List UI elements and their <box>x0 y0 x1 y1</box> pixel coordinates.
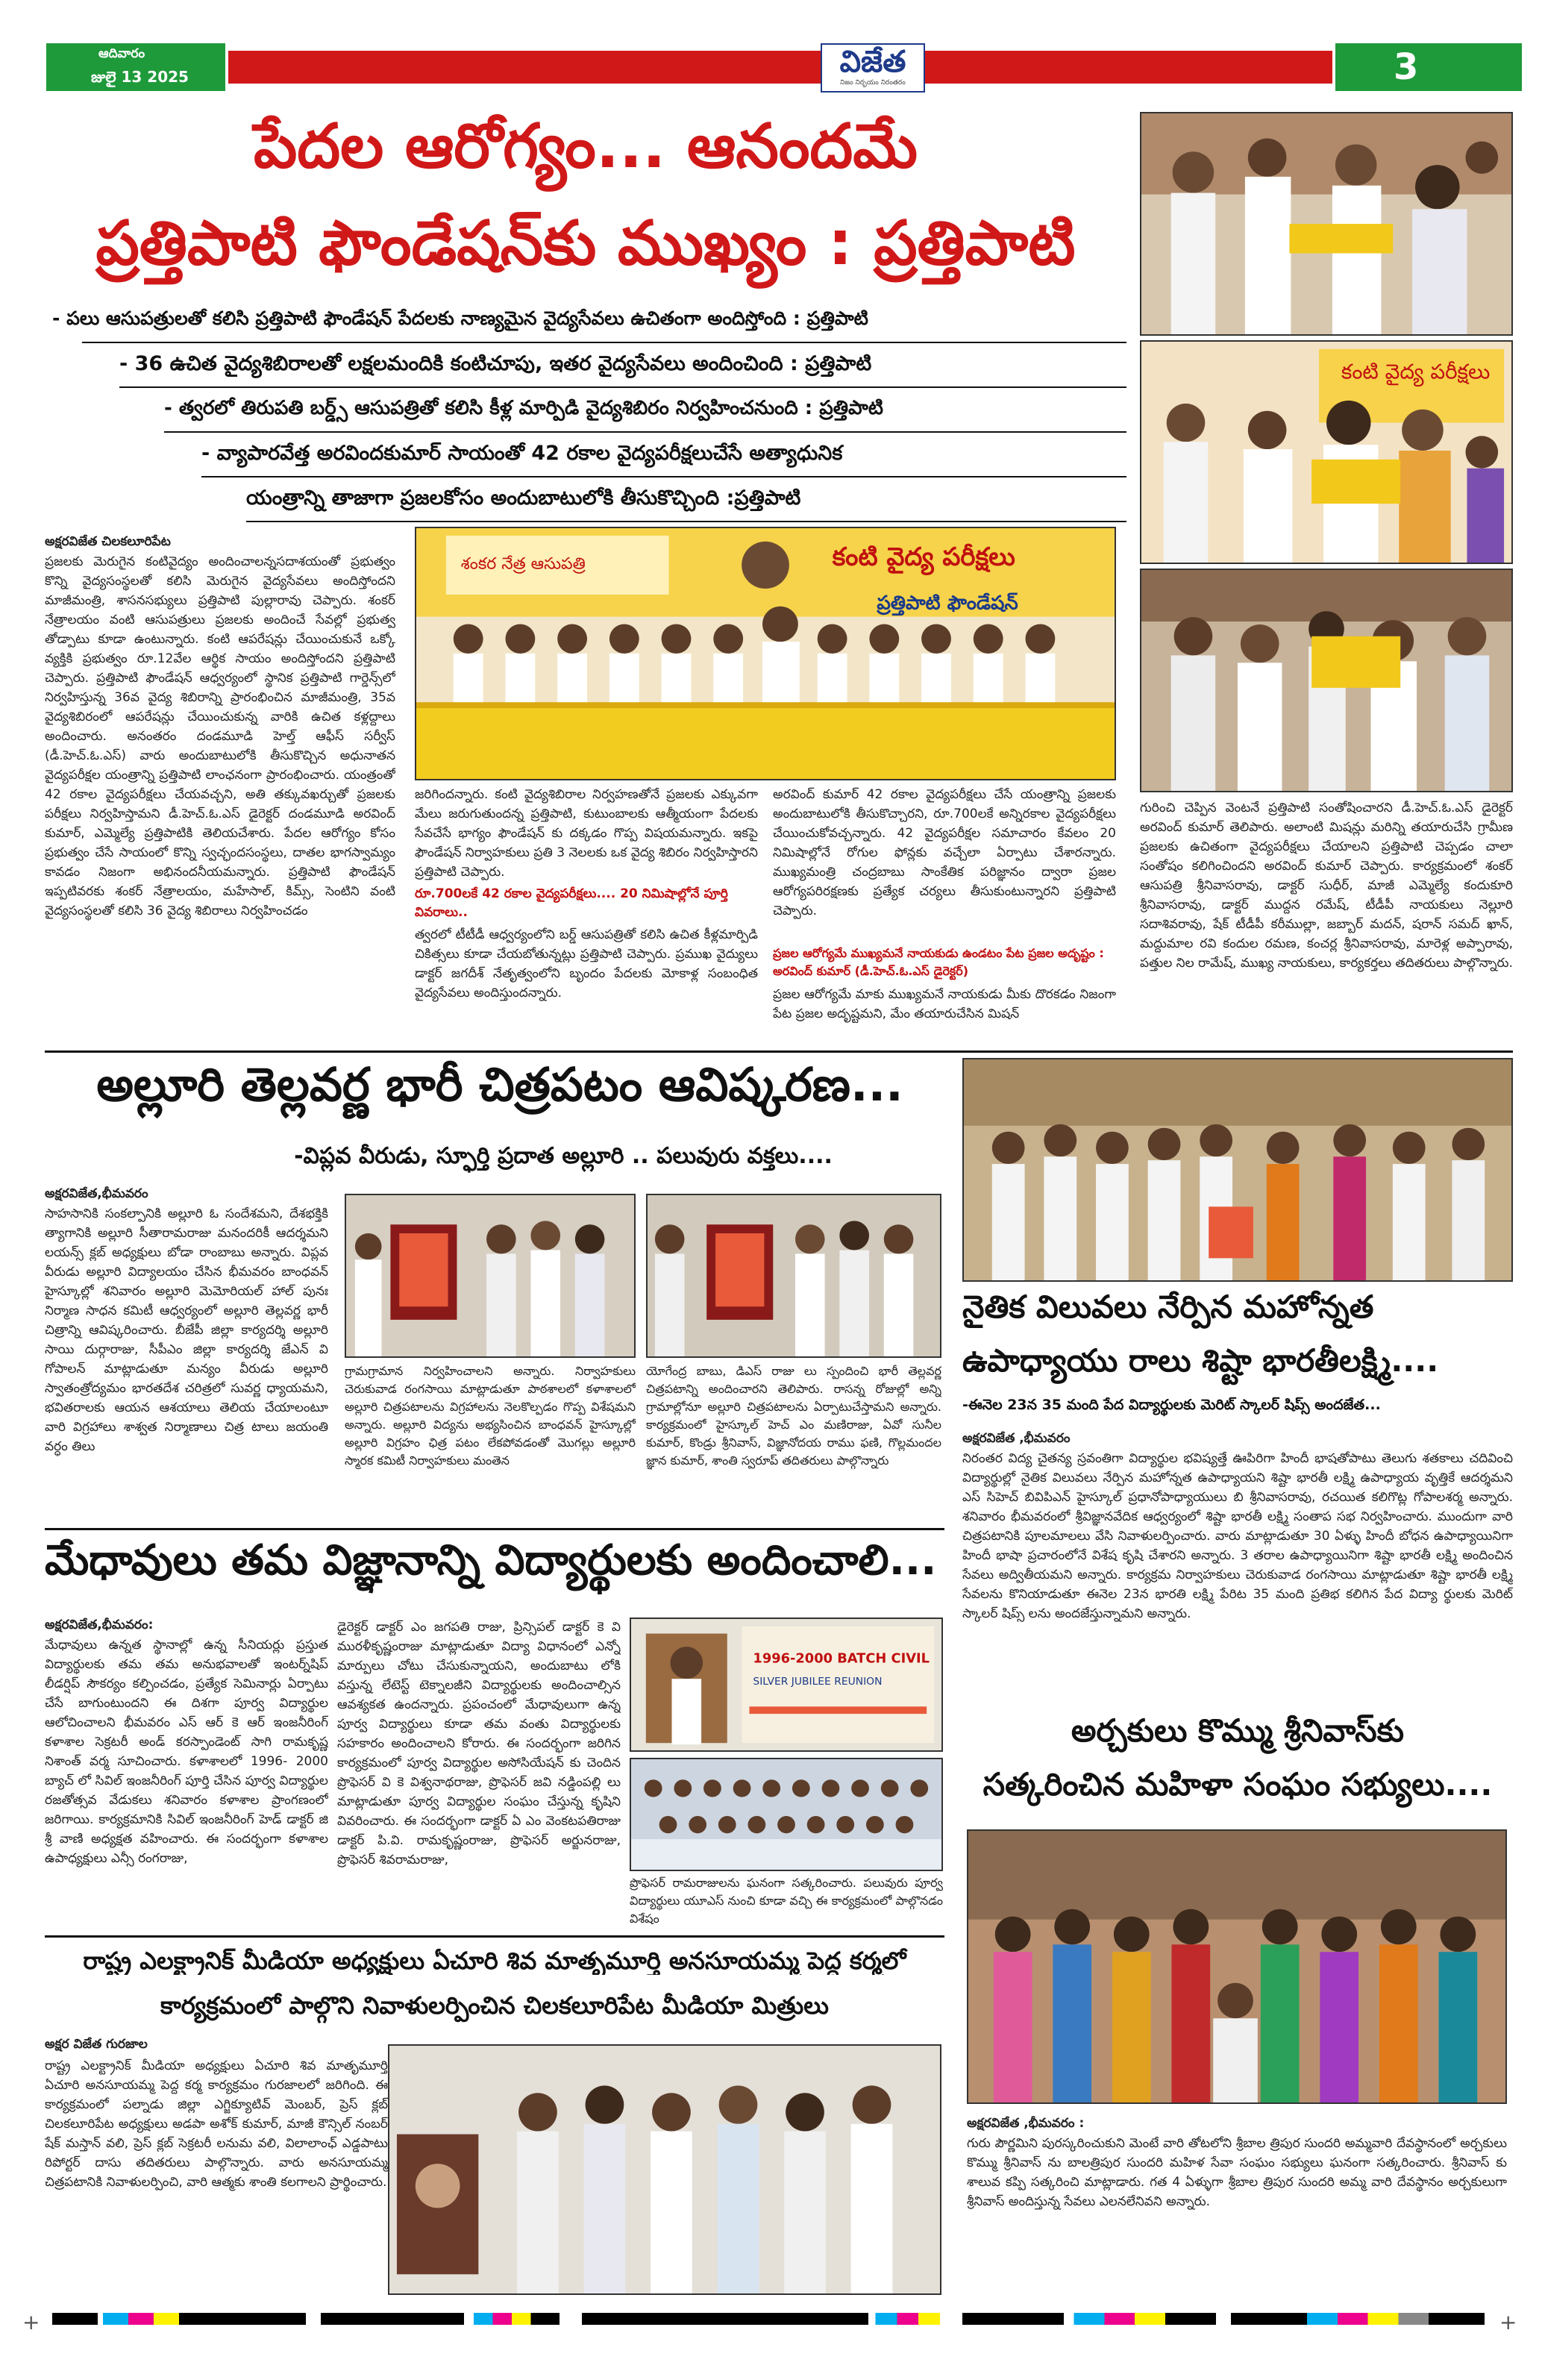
story5-col1: నిరంతర విద్య చైతన్య స్రవంతిగా విద్యార్థుల భవిష్యత్తే ఊపిరిగా హిందీ భాషతోపాటు తెలుగు శతకాలు చదివించి విద్యార్థుల్లో నైతిక విలువలు నేర్పిన మహోన్నత ఉపాధ్యాయని శిష్టా భారతీ లక్ష్మి ఉపాధ్యాయ వృత్తికే ఆదర్శమని ఎస్ సిహెచ్ బివిపిఎన్ హైస్కూల్ ప్రధానోపాధ్యాయులు బి శ్రీనివాసరావు, రచయిత కలిగొట్ల గోపాలశర్మ అన్నారు. శనివారం భీమవరంలో శ్రీవిజ్ఞానవేదిక ఆధ్వర్యంలో శిష్టా భారతీ లక్ష్మి సంతాప సభ నిర్వహించారు. ముందుగా వారి చిత్రపటానికి పూలమాలలు వేసి నివాళులర్పించారు. వారు మాట్లాడుతూ 30 ఏళ్ళు హిందీ బోధన ఉపాధ్యాయినిగా హిందీ భాషా ప్రచారంలోనే విశేష కృషి చేశారని అన్నారు. 3 తరాల ఉపాధ్యాయినిగా శిష్టా భారతీ లక్ష్మి అందించిన సేవలు అద్వితీయమని అన్నారు. కార్యక్రమ నిర్వాహకులు చెరుకువాడ రంగసాయి మాట్లాడుతూ శిష్టా భారతీ లక్ష్మి సేవలను కొనియాడుతూ ఈనెల 23న భారతి లక్ష్మి పేరిట 35 మంది ప్రతిభ కలిగిన పేద విద్యా ర్థులకు మెరిట్ స్కాలర్ షిప్స్ లను అందజేస్తున్నామని అన్నారు. <box>962 1451 1513 1621</box>
story1-col2-highlight: రూ.700లకే 42 రకాల వైద్యపరీక్షలు.... 20 నిమిషాల్లోనే పూర్తి వివరాలు.. <box>415 886 728 920</box>
story1-bullet-4: - వ్యాపారవేత్త అరవిందకుమార్ సాయంతో 42 రకాల వైద్యపరీక్షలుచేసే అత్యాధునిక <box>201 442 843 465</box>
story1-col3-b: ప్రజల ఆరోగ్యమే మాకు ముఖ్యమనే నాయకుడు మీకు దొరకడం నిజంగా పేట ప్రజల అదృష్టమని, మేం తయారుచేసిన మిషన్ <box>773 987 1116 1021</box>
story1-rule-5 <box>246 521 1126 522</box>
story6-photo <box>967 1829 1507 2104</box>
story1-photo-felicitation-3 <box>1140 569 1513 792</box>
shankar-banner-text: శంకర నేత్ర ఆసుపత్రి <box>460 554 586 574</box>
story5-headline-1: నైతిక విలువలు నేర్పిన మహోన్నత <box>962 1288 1374 1325</box>
story1-bullet-1: - పలు ఆసుపత్రులతో కలిసి ప్రత్తిపాటి ఫౌండేషన్ పేదలకు నాణ్యమైన వైద్యసేవలు ఉచితంగా అందిస్తోంది : ప్రత్తిపాటి <box>52 307 868 329</box>
story6-byline: అక్షరవిజేత ,భీమవరం : <box>967 2116 1085 2131</box>
story3-col1: మేధావులు ఉన్నత స్థానాల్లో ఉన్న సీనియర్లు ప్రస్తుత విద్యార్థులకు తమ తమ అనుభవాలతో ఇంటర్న్‌షిప్ లీడర్షిప్ సౌకర్యం కల్పించడం, ప్రత్యేక సెమినార్లు ఏర్పాటు చేసే బాగుంటుందని ఈ దిశగా పూర్వ విద్యార్థుల ఆలోచించాలని భీమవరం ఎస్ ఆర్ కె ఆర్ ఇంజనీరింగ్ కళాశాల సెక్రటరీ అండ్ కరస్పాండెంట్ సాగి రామకృష్ణ నిశాంత్ వర్మ సూచించారు. కళాశాలలో 1996- 2000 బ్యాచ్ లో సివిల్ ఇంజనీరింగ్ పూర్తి చేసిన పూర్వ విద్యార్థుల రజతోత్సవ వేడుకలు శనివారం కళాశాల ప్రాంగణంలో జరిగాయి. కార్యక్రమానికి సివిల్ ఇంజనీరింగ్ హెడ్ డాక్టర్ జి శ్రీ వాణి అధ్యక్షత వహించారు. ఈ సందర్భంగా కళాశాల ఉపాధ్యక్షులు ఎన్సీ రంగరాజు, <box>45 1638 328 1866</box>
reunion-banner-line1: 1996-2000 BATCH CIVIL <box>753 1651 930 1667</box>
section-divider-3 <box>45 1935 944 1938</box>
story4-byline: అక్షర విజేత గురజాల <box>45 2037 148 2052</box>
story2-subhead: -విప్లవ వీరుడు, స్ఫూర్తి ప్రదాత అల్లూరి .. పలువురు వక్తలు.... <box>294 1143 833 1169</box>
story1-col3: అరవింద్ కుమార్ 42 రకాల వైద్యపరీక్షలు చేసే యంత్రాన్ని ప్రజలకు అందుబాటులోకి తీసుకొచ్చారని, రూ.700లకే అన్నిరకాల వైద్యపరీక్షలు చేయించుకోవచ్చన్నారు. 42 వైద్యపరీక్షల సమాచారం కేవలం 20 నిమిషాల్లోనే రోగుల ఫోన్లకు వచ్చేలా ఏర్పాటు చేశారన్నారు. ముఖ్యమంత్రి చంద్రబాబు సాంకేతిక పరిజ్ఞానం ద్వారా ప్రజల ఆరోగ్యపరిరక్షణకు ప్రత్యేక చర్యలు తీసుకుంటున్నారని ప్రత్తిపాటి చెప్పారు. <box>773 787 1116 918</box>
story6-headline-1: అర్చకులు కొమ్ము శ్రీనివాస్‌కు <box>1071 1712 1405 1749</box>
story4-col1: రాష్ట్ర ఎలక్ట్రానిక్ మీడియా అధ్యక్షులు ఏచూరి శివ మాతృమూర్తి ఏచూరి అనసూయమ్మ పెద్ద కర్మ కార్యక్రమం గురజాలలో జరిగింది. ఈ కార్యక్రమంలో పల్నాడు జిల్లా ఎగ్జిక్యూటివ్ మెంబర్, ప్రెస్ క్లబ్ చిలకలూరిపేట అధ్యక్షులు అడపా అశోక్ కుమార్, మాజీ కౌన్సిల్ నంబర్ షేక్ మస్తాన్ వలి, ప్రెస్ క్లబ్ సెక్రటరీ లనుమ వలి, విలాలాంఛ్ ఎడ్డపాటు రిపోర్టర్ దాసు తదితరులు పాల్గొన్నారు. వారు అనసూయమ్మ చిత్రపటానికి నివాళులర్పించి, వారి ఆత్మకు శాంతి కలగాలని ప్రార్థించారు. <box>45 2058 388 2190</box>
logo-text: విజేత <box>839 45 906 79</box>
crop-mark-left: + <box>22 2310 40 2334</box>
story1-main-photo <box>415 527 1116 780</box>
story1-rule-2 <box>119 386 1126 388</box>
story1-photo-felicitation-1 <box>1140 112 1513 336</box>
story5-subhead: -ఈనెల 23న 35 మంది పేద విద్యార్థులకు మెరిట్ స్కాలర్ షిప్స్ అందజేత... <box>962 1397 1381 1413</box>
story2-headline: అల్లూరి తెల్లవర్ణ భారీ చిత్రపటం ఆవిష్కరణ... <box>96 1057 903 1112</box>
section-divider-2 <box>45 1528 944 1530</box>
story4-photo <box>388 2044 941 2295</box>
story6-col1: గురు పౌర్ణమిని పురస్కరించుకుని మెంటే వారి తోటలోని శ్రీబాల త్రిపుర సుందరి అమ్మవారి దేవస్థానంలో అర్చకులు కొమ్ము శ్రీనివాస్ ను బాలత్రిపుర సుందరి మహిళ సేవా సంఘం సభ్యులు ఘనంగా సత్కరించారు. శ్రీనివాస్ కు శాలువ కప్పి సత్కరించి మాట్లాడారు. గత 4 ఏళ్ళుగా శ్రీబాల త్రిపుర సుందరి అమ్మ వారి దేవస్థానం అర్చకులుగా శ్రీనివాస్ అందిస్తున్న సేవలు ఎలనలేనివని అన్నారు. <box>967 2136 1507 2209</box>
page-number: 3 <box>1394 46 1419 88</box>
color-bar-2 <box>321 2313 560 2325</box>
story3-photo-2 <box>630 1758 943 1871</box>
story1-col2: జరిగిందన్నారు. కంటి వైద్యశిబిరాల నిర్వహణతోనే ప్రజలకు ఎక్కువగా మేలు జరుగుతుందన్న ప్రత్తిపాటి, కుటుంబాలకు ఆత్మీయంగా పేదలకు సేవచేసే భాగ్యం ఫౌండేషన్ కు దక్కడం గొప్ప విషయమన్నారు. ఇకపై ఫౌండేషన్ నిర్వాహకులు ప్రతి 3 నెలలకు ఒక వైద్య శిబిరం నిర్వహిస్తారని ప్రత్తిపాటి చెప్పారు. <box>415 787 758 880</box>
story3-col3: ప్రొఫెసర్ రామరాజులను ఘనంగా సత్కరించారు. పలువురు పూర్వ విద్యార్థులు యూఎస్ నుంచి కూడా వచ్చి ఈ కార్యక్రమంలో పాల్గొనడం విశేషం <box>630 1876 943 1926</box>
story1-bullet-2: - 36 ఉచిత వైద్యశిబిరాలతో లక్షలమందికి కంటిచూపు, ఇతర వైద్యసేవలు అందించింది : ప్రత్తిపాటి <box>119 352 872 375</box>
story5-headline-2: ఉపాధ్యాయు రాలు శిష్టా భారతీలక్ష్మి.... <box>962 1342 1439 1379</box>
section-divider-1 <box>45 1050 1513 1053</box>
story4-headline-2: కార్యక్రమంలో పాల్గొని నివాళులర్పించిన చిలకలూరిపేట మీడియా మిత్రులు <box>160 1991 829 2020</box>
story2-col1: సాహసానికి సంకల్పానికి అల్లూరి ఓ సందేశమని, దేశభక్తికి త్యాగానికి అల్లూరి సీతారామరాజు మనందరికీ ఆదర్శమని లయన్స్ క్లబ్ అధ్యక్షులు బోడా రాంబాబు అన్నారు. విప్లవ వీరుడు అల్లూరి విద్యాలయం చేసిన భీమవరం బాంధవన్ హైస్కూల్లో శనివారం అల్లూరి మెమోరియల్ హాల్ పునః నిర్మాణ సాధన కమిటీ ఆధ్వర్యంలో అల్లూరి తెల్లవర్ణ భారీ చిత్రాన్ని ఆవిష్కరించారు. బీజేపీ జిల్లా కార్యదర్శి అల్లూరి సాయి దుర్గారాజు, సీపీఎం జిల్లా కార్యదర్శి జేఎన్ వి గోపాలన్ మాట్లాడుతూ మన్యం వీరుడు అల్లూరి స్వాతంత్రోద్యమం భారతదేశ చరిత్రలో సువర్ణ ధ్యాయమని, భవితరాలకు ఆయన ఆశయాలు తెలియ చేయాలంటూ వారి విగ్రహాలు శాశ్వత నిర్మాణాలు చిత్ర టాలు జయంతి వర్ధం తిలు <box>45 1206 328 1454</box>
masthead-logo-box <box>821 43 925 93</box>
story5-byline: అక్షరవిజేత ,భీమవరం <box>962 1431 1071 1446</box>
story1-col3-highlight: ప్రజల ఆరోగ్యమే ముఖ్యమనే నాయకుడు ఉండటం పేట ప్రజల అదృష్టం : అరవింద్ కుమార్ (డీ.హెచ్.ఓ.ఎస్ డైరెక్టర్) <box>773 946 1104 978</box>
color-bar-3 <box>582 2313 940 2325</box>
masthead-red-band <box>228 51 1332 84</box>
color-bar-1 <box>52 2313 306 2325</box>
story6-headline-2: సత్కరించిన మహిళా సంఘం సభ్యులు.... <box>982 1766 1493 1803</box>
story3-headline: మేధావులు తమ విజ్ఞానాన్ని విద్యార్థులకు అందించాలి... <box>45 1536 937 1585</box>
kanti-banner-text-small: కంటి వైద్య పరీక్షలు <box>1341 359 1491 384</box>
story2-col3: యోగేంద్ర బాబు, డిఎస్ రాజు లు స్పందించి భారీ తెల్లవర్ణ చిత్రపటాన్ని అందించారని తెలిపారు. రాసన్న రోజుల్లో అన్ని గ్రామాల్లోనూ అల్లూరి చిత్రపటాలను ఏర్పాటుచేస్తామని అన్నారు. కార్యక్రమంలో హైస్కూల్ హెచ్ ఎం మణిరాజు, ఏవో సునీల కుమార్, కొండ్రు శ్రీనివాస్, విజ్ఞానోదయ రాము ఫణి, గొల్లమందల జ్ఞాన కుమార్, శాంతి స్వరూప్ తదితరులు పాల్గొన్నారు <box>646 1364 941 1468</box>
story2-byline: అక్షరవిజేత,భీమవరం <box>45 1186 148 1201</box>
story4-headline-1: రాష్ట్ర ఎలక్ట్రానిక్ మీడియా అధ్యక్షులు ఏచూరి శివ మాతృమూర్తి అనసూయమ్మ పెద్ద కర్మలో <box>83 1947 906 1975</box>
masthead <box>0 0 1542 97</box>
story1-headline-2: ప్రత్తిపాటి ఫౌండేషన్‌కు ముఖ్యం : ప్రత్తిపాటి <box>95 208 1076 279</box>
story3-photo-1 <box>630 1618 943 1752</box>
story2-photo-2 <box>646 1194 941 1358</box>
story1-byline: అక్షరవిజేత చిలకలూరిపేట <box>45 534 171 549</box>
foundation-banner-text: ప్రత్తిపాటి ఫౌండేషన్ <box>877 592 1018 615</box>
color-bar-5 <box>1231 2313 1485 2325</box>
story2-photo-1 <box>345 1194 636 1358</box>
logo-tagline: నిజం నిర్భయం నిరంతరం <box>840 79 906 87</box>
reunion-banner-line2: SILVER JUBILEE REUNION <box>753 1676 883 1688</box>
day-label: ఆదివారం <box>98 46 145 61</box>
story1-bullet-5: యంత్రాన్ని తాజాగా ప్రజలకోసం అందుబాటులోకి తీసుకొచ్చింది :ప్రత్తిపాటి <box>246 486 801 510</box>
color-bar-4 <box>962 2313 1216 2325</box>
date-label: జులై 13 2025 <box>91 68 189 86</box>
story2-col2: గ్రామగ్రామాన నిర్వహించాలని అన్నారు. నిర్వాహకులు చెరుకువాడ రంగసాయి మాట్లాడుతూ పాఠశాలలో కళాశాలలో అల్లూరి చిత్రపటాలను విగ్రహాలను నెలకొల్పడం గొప్ప విశేషమని అన్నారు. అల్లూరి విద్యను అభ్యసించిన బాంధవన్ హైస్కూల్లో అల్లూరి విగ్రహం ఛిత్ర పటం లేకపోవడంతో మొగల్లు అల్లూరి స్మారక కమిటీ నిర్వాహకులు మంతెన <box>345 1364 636 1468</box>
story3-byline: అక్షరవిజేత,భీమవరం: <box>45 1618 154 1632</box>
crop-mark-right: + <box>1499 2310 1517 2334</box>
date-box <box>46 43 225 91</box>
story1-bullet-3: - త్వరలో తిరుపతి బర్డ్స్ ఆసుపత్రితో కలిసి కీళ్ల మార్పిడి వైద్యశిబిరం నిర్వహించనుంది : ప్రత్తిపాటి <box>164 397 883 419</box>
story1-rule-1 <box>82 342 1126 343</box>
story1-rule-3 <box>164 431 1126 433</box>
story1-col4: గురించి చెప్పిన వెంటనే ప్రత్తిపాటి సంతోషించారని డీ.హెచ్.ఓ.ఎస్ డైరెక్టర్ అరవింద్ కుమార్ తెలిపారు. అలాంటి మిషన్లు మరిన్ని తయారుచేసి గ్రామీణ ప్రజలకు ఉచితంగా వైద్యపరీక్షలు చేయాలని ప్రత్తిపాటి చెప్పడం చాలా సంతోషం కలిగించిందని అరవింద్ కుమార్ చెప్పారు. కార్యక్రమంలో శంకర్ ఆసుపత్రి శ్రీనివాసరావు, డాక్టర్ సుధీర్, మాజీ ఎమ్మెల్యే కందుకూరి శ్రీనివాసరావు, డాక్టర్ ముద్దన రమేష్, టీడీపీ నాయకులు నెల్లూరి సదాశివరావు, షేక్ టీడీపీ కరీముల్లా, జబ్బార్ మదన్, షరాన్ సమద్ ఖాన్, మద్దుమాల రవి కందుల రమణ, కంచర్ల శ్రీనివాసరావు, మారెళ్ల అప్పారావు, పత్తుల నిల రామేష్, ముఖ్య నాయకులు, కార్యకర్తలు తదితరులు పాల్గొన్నారు. <box>1140 801 1513 971</box>
kanti-banner-text: కంటి వైద్య పరీక్షలు <box>832 542 1015 571</box>
story1-photo-felicitation-2 <box>1140 340 1513 564</box>
story1-rule-4 <box>201 476 1126 477</box>
story3-col2: డైరెక్టర్ డాక్టర్ ఎం జగపతి రాజు, ప్రిన్సిపల్ డాక్టర్ కె వి మురళీకృష్ణంరాజు మాట్లాడుతూ విద్యా విధానంలో ఎన్నో మార్పులు చోటు చేసుకున్నాయని, అందుబాటు లోకి వస్తున్న లేటెస్ట్ టెక్నాలజీని విద్యార్థులకు అందించాల్సిన ఆవశ్యకత ఉందన్నారు. ప్రపంచంలో మేధావులుగా ఉన్న పూర్వ విద్యార్థులు కూడా తమ వంతు విద్యార్థులకు సహకారం అందించాలని కోరారు. ఈ సందర్భంగా జరిగిన కార్యక్రమంలో పూర్వ విద్యార్థుల అసోసియేషన్ కు చెందిన ప్రొఫెసర్ వి కె విశ్వనాథరాజు, ప్రొఫెసర్ జవి నడ్డింపల్లి లు మాట్లాడుతూ పూర్వ విద్యార్థుల సంఘం చేస్తున్న కృషిని వివరించారు. ఈ సందర్భంగా డాక్టర్ ఏ ఎం వెంకటపతిరాజు డాక్టర్ పి.వి. రామకృష్ణంరాజు, ప్రొఫెసర్ అర్జునరాజు, ప్రొఫెసర్ శివరామరాజు, <box>337 1620 621 1867</box>
story1-headline-1: పేదల ఆరోగ్యం... ఆనందమే <box>253 111 918 182</box>
story5-photo <box>962 1058 1513 1282</box>
story1-col1: ప్రజలకు మెరుగైన కంటివైద్యం అందించాలన్నసదాశయంతో ప్రభుత్వం కొన్ని వైద్యసంస్థలతో కలిసి మెరుగైన వైద్యసేవలు అందిస్తోందని మాజీమంత్రి, శాసనసభ్యులు ప్రత్తిపాటి పుల్లారావు చెప్పారు. శంకర్ నేత్రాలయం వంటి ఆసుపత్రులు ప్రజలకు అందించే సేవల్లో ప్రభుత్వ తోడ్పాటు కూడా ఉంటున్నారు. కంటి ఆపరేషన్లు చేయించుకునే ఒక్కో వ్యక్తికి ప్రభుత్వం రూ.12వేల ఆర్థిక సాయం అందిస్తోందని ప్రత్తిపాటి చెప్పారు. ప్రత్తిపాటి ఫౌండేషన్ ఆధ్వర్యంలో స్థానిక ప్రత్తిపాటి గార్డెన్స్‌లో నిర్వహిస్తున్న 36వ వైద్య శిబిరాన్ని ప్రారంభించిన మాజీమంత్రి, 35వ వైద్యశిబిరంలో ఆపరేషన్లు చేయించుకున్న వారికి ఉచిత కళ్లద్దాలు అందించారు. అనంతరం దండమూడి హెల్త్ ఆఫీస్ సర్వీస్ (డీ.హెచ్.ఓ.ఎస్) వారు అందుబాటులోకి తీసుకొచ్చిన అధునాతన వైద్యపరీక్షల యంత్రాన్ని ప్రత్తిపాటి లాంఛనంగా ప్రారంభించారు. యంత్రంతో 42 రకాల వైద్యపరీక్షలు చేయవచ్చని, అతి తక్కువఖర్చుతో ప్రజలకు పరీక్షలు నిర్వహిస్తామని డీ.హెచ్.ఓ.ఎస్ డైరెక్టర్ దండమూడి అరవింద్ కుమార్, ఎమ్మెల్యే ప్రత్తిపాటికి తెలియచేశారు. పేదల ఆరోగ్యం కోసం ప్రభుత్వం చేసే సాయంలో కొన్ని స్వచ్ఛందసంస్థలు, దాతల భాగస్వామ్యం కావడం నిజంగా అభినందనీయమన్నారు. ప్రత్తిపాటి ఫౌండేషన్ ఇప్పటివరకు శంకర్ నేత్రాలయం, మహేసాల్, కిమ్స్, సెంటిని వంటి వైద్యసంస్థలతో కలిసి 36 వైద్య శిబిరాలు నిర్వహించడం <box>45 554 395 918</box>
page-number-box <box>1335 43 1522 91</box>
story1-col2-b: త్వరలో టీటీడీ ఆధ్వర్యంలోని బర్డ్ ఆసుపత్రితో కలిసి ఉచిత కీళ్లమార్పిడి చికిత్సలు కూడా చేయబోతున్నట్లు ప్రత్తిపాటి చెప్పారు. ప్రముఖ వైద్యులు డాక్టర్ జగదీశ్ నేతృత్వంలోని బృందం పేదలకు మోకాళ్ల సంబంధిత వైద్యసేవలు అందిస్తుందన్నారు. <box>415 927 758 1000</box>
